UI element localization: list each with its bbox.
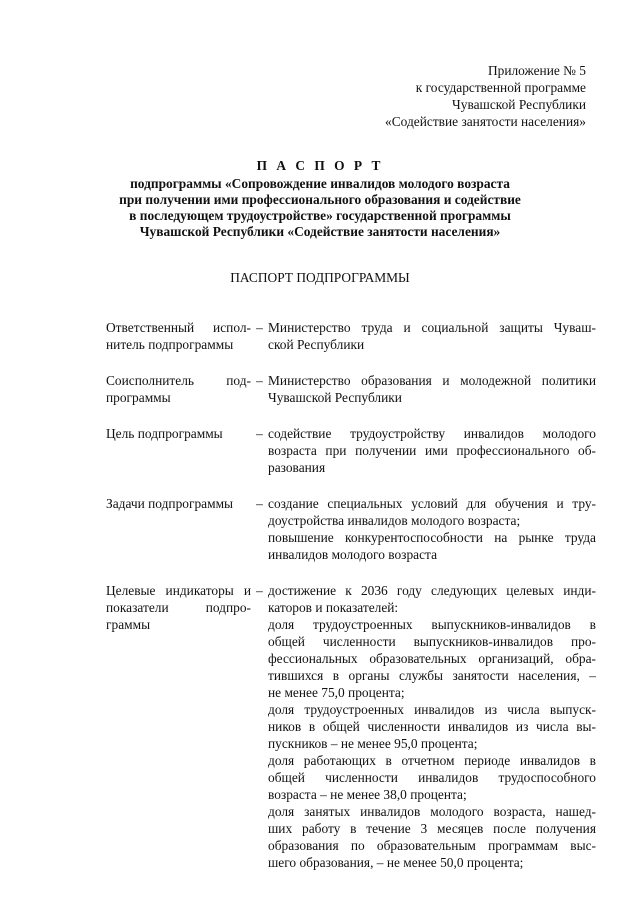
row-dash: – xyxy=(256,583,263,598)
passport-table xyxy=(106,319,596,890)
document-subtitle xyxy=(40,176,600,240)
row-dash: – xyxy=(256,426,263,441)
row-value-line: инвалидов молодого возраста xyxy=(268,547,438,562)
row-value xyxy=(268,319,596,353)
row-label xyxy=(106,495,251,563)
row-value-line: доля работающих в отчетном периоде инвалидов в xyxy=(268,753,596,768)
subtitle-line: Чувашской Республики «Содействие занятости населения» xyxy=(139,224,501,239)
row-label-line: Задачи подпрограммы xyxy=(106,496,234,511)
subtitle-line: при получении ими профессионального образования и содействие xyxy=(119,192,521,207)
passport-row xyxy=(106,319,596,353)
appendix-line: Чувашской Республики xyxy=(452,97,586,112)
row-label-line: Соисполнитель под- xyxy=(106,373,251,388)
row-label-line: граммы xyxy=(106,617,151,632)
row-value-line: фессиональных образовательных организаций, обра- xyxy=(268,651,596,666)
row-value-line: создание специальных условий для обучения и тру- xyxy=(268,496,596,511)
row-label xyxy=(106,319,251,353)
row-value-line: достижение к 2036 году следующих целевых инди- xyxy=(268,583,596,598)
row-label-line: программы xyxy=(106,390,171,405)
row-value-line: пускников – не менее 95,0 процента; xyxy=(268,736,478,751)
row-value-line: доля занятых инвалидов молодого возраста, нашед- xyxy=(268,804,596,819)
row-value-line: содействие трудоустройству инвалидов молодого xyxy=(268,426,596,441)
row-value-line: ников в общей численности инвалидов из числа вы- xyxy=(268,719,596,734)
row-value-line: каторов и показателей: xyxy=(268,600,399,615)
document-title: П А С П О Р Т xyxy=(256,158,384,173)
row-value-line: возраста при получении ими профессионального об- xyxy=(268,443,596,458)
row-dash: – xyxy=(256,320,263,335)
passport-row xyxy=(106,582,596,871)
row-value-line: не менее 75,0 процента; xyxy=(268,685,405,700)
row-value-line: доустройства инвалидов молодого возраста; xyxy=(268,513,521,528)
subtitle-line: подпрограммы «Сопровождение инвалидов молодого возраста xyxy=(130,176,510,191)
row-value-line: доля трудоустроенных инвалидов из числа выпуск- xyxy=(268,702,596,717)
row-label-line: Цель подпрограммы xyxy=(106,426,223,441)
row-value-line: шего образования, – не менее 50,0 процента; xyxy=(268,855,524,870)
row-value-line: общей численности инвалидов трудоспособного xyxy=(268,770,596,785)
row-value-line: повышение конкурентоспособности на рынке труда xyxy=(268,530,596,545)
row-value-line: Министерство образования и молодежной политики xyxy=(268,373,596,388)
appendix-note xyxy=(326,62,586,130)
row-label-line: показатели подпро- xyxy=(106,600,251,615)
row-label-line: Ответственный испол- xyxy=(106,320,251,335)
appendix-line: «Содействие занятости населения» xyxy=(385,114,586,129)
row-label xyxy=(106,425,251,476)
subtitle-line: в последующем трудоустройстве» государственной программы xyxy=(129,208,511,223)
row-value xyxy=(268,372,596,406)
row-value-line: доля трудоустроенных выпускников-инвалидов в xyxy=(268,617,596,632)
row-value-line: ших работу в течение 3 месяцев после получения xyxy=(268,821,596,836)
row-value-line: возраста – не менее 38,0 процента; xyxy=(268,787,467,802)
row-label-line: нитель подпрограммы xyxy=(106,337,234,352)
row-value-line: Министерство труда и социальной защиты Чуваш- xyxy=(268,320,596,335)
row-value-line: ской Республики xyxy=(268,337,365,352)
row-value xyxy=(268,582,596,871)
section-heading: ПАСПОРТ ПОДПРОГРАММЫ xyxy=(230,270,410,285)
passport-row xyxy=(106,425,596,476)
row-value xyxy=(268,425,596,476)
appendix-line: к государственной программе xyxy=(415,80,586,95)
passport-row xyxy=(106,372,596,406)
row-value-line: тившихся в органы службы занятости населения, – xyxy=(268,668,596,683)
row-value-line: образования по образовательным программам выс- xyxy=(268,838,596,853)
passport-row xyxy=(106,495,596,563)
row-value xyxy=(268,495,596,563)
row-label xyxy=(106,582,251,871)
row-label xyxy=(106,372,251,406)
row-value-line: общей численности выпускников-инвалидов про- xyxy=(268,634,596,649)
row-value-line: разования xyxy=(268,460,326,475)
appendix-line: Приложение № 5 xyxy=(487,63,586,78)
row-dash: – xyxy=(256,373,263,388)
row-value-line: Чувашской Республики xyxy=(268,390,402,405)
row-label-line: Целевые индикаторы и xyxy=(106,583,251,598)
row-dash: – xyxy=(256,496,263,511)
